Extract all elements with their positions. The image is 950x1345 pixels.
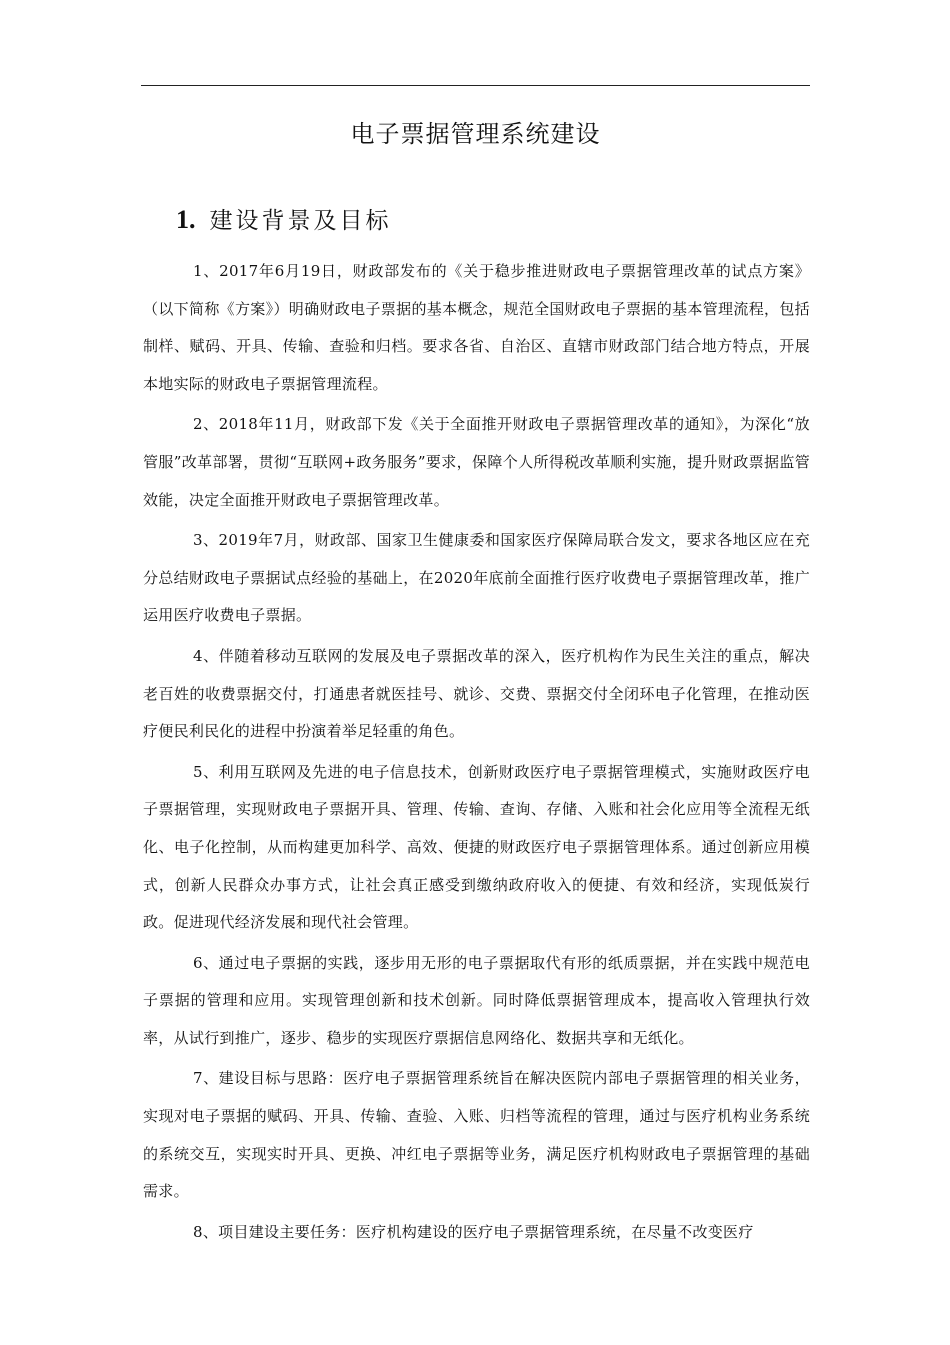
- paragraph-2: 2、2018年11月，财政部下发《关于全面推开财政电子票据管理改革的通知》，为深化“放管服”改革部署，贯彻“互联网+政务服务”要求，保障个人所得税改革顺利实施，提升财政票据监管效能，决定全面推开财政电子票据管理改革。: [143, 415, 810, 509]
- paragraph-6: 6、通过电子票据的实践，逐步用无形的电子票据取代有形的纸质票据，并在实践中规范电子票据的管理和应用。实现管理创新和技术创新。同时降低票据管理成本，提高收入管理执行效率，从试行到推广，逐步、稳步的实现医疗票据信息网络化、数据共享和无纸化。: [143, 953, 810, 1047]
- section-number: 1.: [176, 205, 196, 234]
- paragraph-5: 5、利用互联网及先进的电子信息技术，创新财政医疗电子票据管理模式，实施财政医疗电子票据管理，实现财政电子票据开具、管理、传输、查询、存储、入账和社会化应用等全流程无纸化、电子化控制，从而构建更加科学、高效、便捷的财政医疗电子票据管理体系。通过创新应用模式，创新人民群众办事方式，让社会真正感受到缴纳政府收入的便捷、有效和经济，实现低炭行政。促进现代经济发展和现代社会管理。: [143, 762, 810, 932]
- paragraph-8: 8、项目建设主要任务：医疗机构建设的医疗电子票据管理系统，在尽量不改变医疗: [193, 1222, 754, 1241]
- body-text: [143, 253, 810, 1254]
- header-rule: [141, 85, 810, 86]
- section-heading: [176, 200, 392, 240]
- paragraph-4: 4、伴随着移动互联网的发展及电子票据改革的深入，医疗机构作为民生关注的重点，解决老百姓的收费票据交付，打通患者就医挂号、就诊、交费、票据交付全闭环电子化管理，在推动医疗便民利民化的进程中扮演着举足轻重的角色。: [143, 646, 810, 741]
- section-title: 建设背景及目标: [209, 208, 392, 234]
- document-title: 电子票据管理系统建设: [350, 120, 601, 148]
- paragraph-3: 3、2019年7月，财政部、国家卫生健康委和国家医疗保障局联合发文，要求各地区应在充分总结财政电子票据试点经验的基础上，在2020年底前全面推行医疗收费电子票据管理改革，推广运用医疗收费电子票据。: [143, 531, 810, 625]
- paragraph-7: 7、建设目标与思路：医疗电子票据管理系统旨在解决医院内部电子票据管理的相关业务，实现对电子票据的赋码、开具、传输、查验、入账、归档等流程的管理，通过与医疗机构业务系统的系统交互，实现实时开具、更换、冲红电子票据等业务，满足医疗机构财政电子票据管理的基础需求。: [143, 1069, 810, 1201]
- paragraph-1: 1、2017年6月19日，财政部发布的《关于稳步推进财政电子票据管理改革的试点方案》（以下简称《方案》）明确财政电子票据的基本概念，规范全国财政电子票据的基本管理流程，包括制样、赋码、开具、传输、查验和归档。要求各省、自治区、直辖市财政部门结合地方特点，开展本地实际的财政电子票据管理流程。: [143, 262, 810, 393]
